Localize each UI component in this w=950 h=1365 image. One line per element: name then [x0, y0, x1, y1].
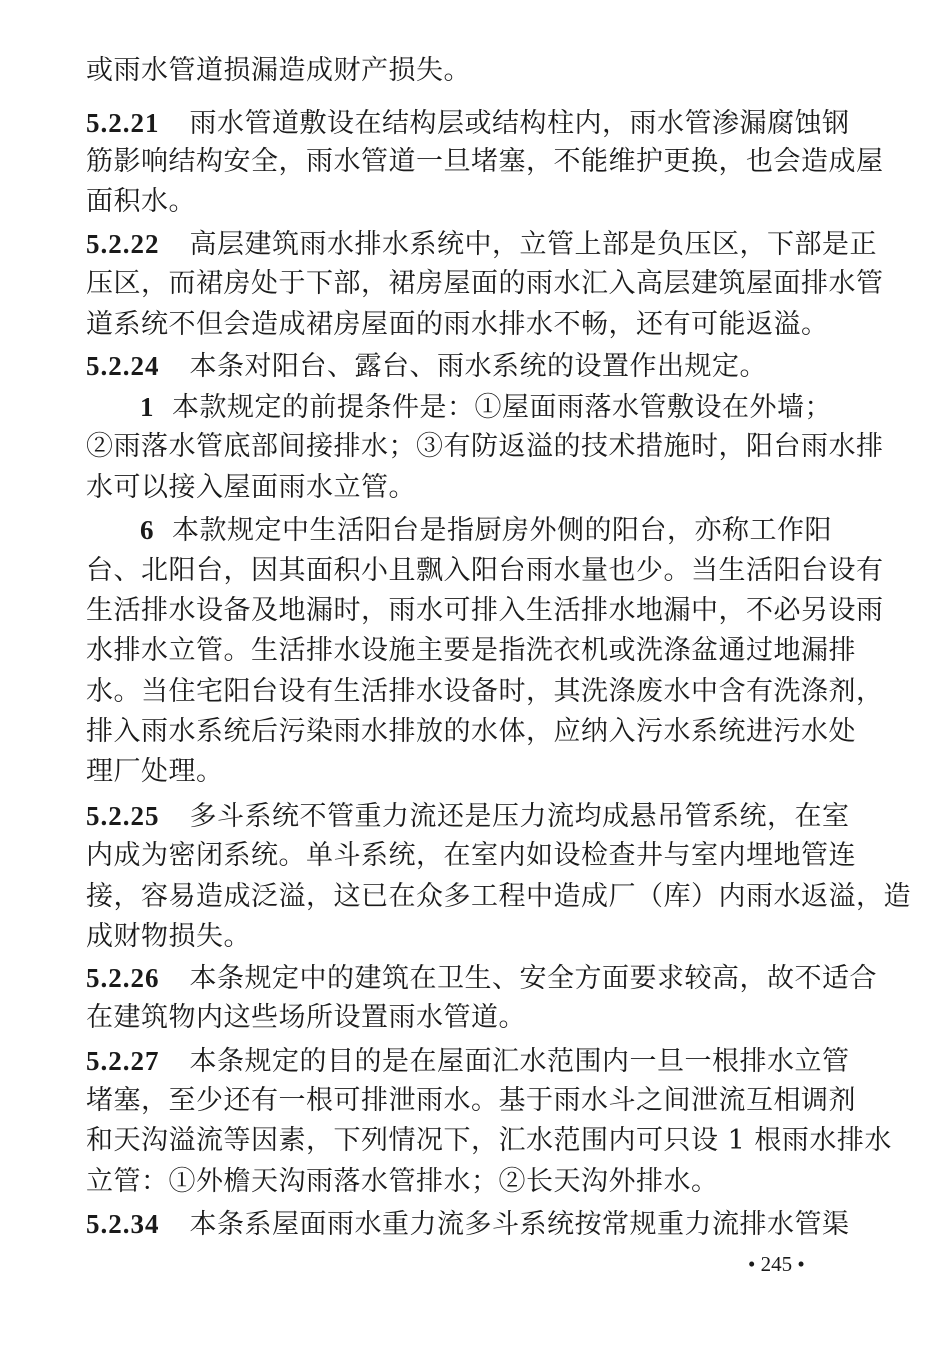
text-line — [86, 142, 884, 182]
line-text: 和天沟溢流等因素，下列情况下，汇水范围内可只设 1 根雨水排水 — [86, 1125, 892, 1156]
line-text: 排入雨水系统后污染雨水排放的水体，应纳入污水系统进污水处 — [86, 716, 856, 747]
text-line — [86, 305, 854, 345]
text-line — [86, 998, 854, 1038]
item-6 — [140, 510, 854, 550]
text-line — [86, 551, 884, 591]
clause-5-2-34 — [86, 1204, 854, 1244]
text-line — [86, 1162, 854, 1202]
text-line — [86, 1081, 854, 1121]
clause-5-2-25 — [86, 796, 854, 836]
text-line — [86, 51, 854, 91]
line-text: 高层建筑雨水排水系统中，立管上部是负压区，下部是正 — [189, 229, 877, 260]
line-text: 本条系屋面雨水重力流多斗系统按常规重力流排水管渠 — [189, 1209, 850, 1240]
text-line — [86, 1121, 892, 1161]
text-line — [86, 264, 884, 304]
line-text: 道系统不但会造成裙房屋面的雨水排水不畅，还有可能返溢。 — [86, 309, 829, 340]
line-text: 筋影响结构安全，雨水管道一旦堵塞，不能维护更换，也会造成屋 — [86, 146, 884, 177]
item-number: 6 — [140, 515, 154, 545]
line-text: 堵塞，至少还有一根可排泄雨水。基于雨水斗之间泄流互相调剂 — [86, 1085, 856, 1116]
clause-5-2-22 — [86, 224, 877, 264]
line-text: 生活排水设备及地漏时，雨水可排入生活排水地漏中，不必另设雨 — [86, 595, 884, 626]
line-text: 水可以接入屋面雨水立管。 — [86, 472, 416, 503]
text-line — [86, 591, 884, 631]
clause-number: 5.2.25 — [86, 801, 160, 831]
clause-5-2-26 — [86, 958, 877, 998]
line-text: 压区，而裙房处于下部，裙房屋面的雨水汇入高层建筑屋面排水管 — [86, 268, 884, 299]
clause-number: 5.2.22 — [86, 229, 160, 259]
clause-number: 5.2.34 — [86, 1209, 160, 1239]
text-line — [86, 836, 854, 876]
line-text: 面积水。 — [86, 186, 196, 217]
item-1 — [140, 387, 854, 427]
line-text: 本款规定中生活阳台是指厨房外侧的阳台，亦称工作阳 — [172, 515, 832, 546]
line-text: 本条规定中的建筑在卫生、安全方面要求较高，故不适合 — [189, 963, 877, 994]
line-text: 多斗系统不管重力流还是压力流均成悬吊管系统，在室 — [189, 801, 850, 832]
text-line — [86, 672, 884, 712]
line-text: 理厂处理。 — [86, 756, 224, 787]
line-text: 或雨水管道损漏造成财产损失。 — [86, 55, 471, 86]
clause-number: 5.2.27 — [86, 1046, 160, 1076]
clause-number: 5.2.21 — [86, 108, 160, 138]
text-line — [86, 468, 854, 508]
line-text: 水排水立管。生活排水设施主要是指洗衣机或洗涤盆通过地漏排 — [86, 635, 856, 666]
line-text: 雨水管道敷设在结构层或结构柱内，雨水管渗漏腐蚀钢 — [189, 108, 850, 139]
text-line — [86, 712, 854, 752]
clause-5-2-21 — [86, 103, 854, 143]
text-line — [86, 631, 854, 671]
line-text: 本款规定的前提条件是：①屋面雨落水管敷设在外墙； — [172, 392, 832, 423]
text-line — [86, 917, 854, 957]
line-text: ②雨落水管底部间接排水；③有防返溢的技术措施时，阳台雨水排 — [86, 431, 884, 462]
line-text: 成财物损失。 — [86, 921, 251, 952]
item-number: 1 — [140, 392, 154, 422]
line-text: 在建筑物内这些场所设置雨水管道。 — [86, 1002, 526, 1033]
page-number: • 245 • — [748, 1252, 805, 1276]
text-line — [86, 752, 854, 792]
line-text: 本条对阳台、露台、雨水系统的设置作出规定。 — [189, 351, 767, 382]
clause-number: 5.2.24 — [86, 351, 160, 381]
text-line — [86, 182, 854, 222]
line-text: 台、北阳台，因其面积小且飘入阳台雨水量也少。当生活阳台设有 — [86, 555, 884, 586]
line-text: 本条规定的目的是在屋面汇水范围内一旦一根排水立管 — [189, 1046, 850, 1077]
text-line — [86, 877, 911, 917]
clause-number: 5.2.26 — [86, 963, 160, 993]
clause-5-2-27 — [86, 1041, 854, 1081]
text-line — [86, 427, 884, 467]
line-text: 水。当住宅阳台设有生活排水设备时，其洗涤废水中含有洗涤剂， — [86, 676, 884, 707]
line-text: 立管：①外檐天沟雨落水管排水；②长天沟外排水。 — [86, 1166, 719, 1197]
line-text: 接，容易造成泛溢，这已在众多工程中造成厂（库）内雨水返溢，造 — [86, 881, 911, 912]
line-text: 内成为密闭系统。单斗系统，在室内如设检查井与室内埋地管连 — [86, 840, 856, 871]
clause-5-2-24 — [86, 346, 854, 386]
